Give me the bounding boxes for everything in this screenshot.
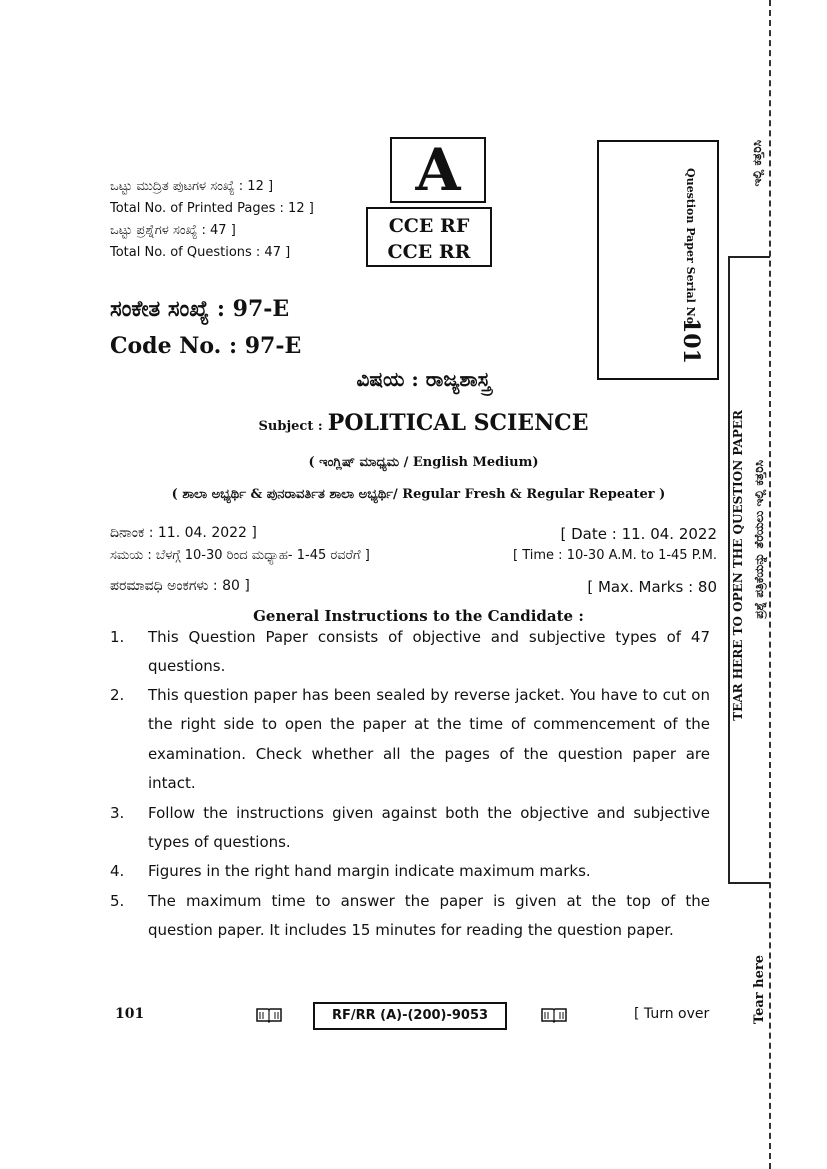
candidate-type: ( ಶಾಲಾ ಅಭ್ಯರ್ಥಿ & ಪುನರಾವರ್ತಿತ ಶಾಲಾ ಅಭ್ಯರ್ಥಿ/ Regular Fresh & Regular Repeater ) [171, 487, 666, 502]
instruction-text: The maximum time to answer the paper is given at the top of the question paper. It includes 15 minutes for reading the question paper. [148, 892, 710, 940]
printed-pages-kn: ಒಟ್ಟು ಮುದ್ರಿತ ಪುಟಗಳ ಸಂಖ್ಯೆ : 12 ] [110, 179, 274, 194]
booklet-code: RF/RR (A)-(200)-9053 [313, 1002, 507, 1030]
instruction-number: 4. [110, 862, 125, 880]
instruction-item [110, 681, 710, 798]
instruction-text: This question paper has been sealed by reverse jacket. You have to cut on the right side to open the paper at the time of commencement of the examination. Check whether all the pages of the question paper are intact. [148, 686, 710, 792]
instruction-item [110, 799, 710, 858]
instruction-number: 1. [110, 628, 125, 646]
code-no-kn: ಸಂಕೇತ ಸಂಖ್ಯೆ : 97-E [110, 296, 290, 322]
instruction-text: Follow the instructions given against both the objective and subjective types of questions. [148, 804, 710, 852]
instructions-title: General Instructions to the Candidate : [253, 607, 584, 625]
instruction-text: This Question Paper consists of objective and subjective types of 47 questions. [148, 628, 710, 676]
instruction-number: 3. [110, 804, 125, 822]
code-no-en: Code No. : 97-E [110, 333, 302, 359]
instruction-item [110, 857, 710, 886]
instruction-text: Figures in the right hand margin indicate maximum marks. [148, 862, 591, 880]
book-icon [255, 1006, 283, 1024]
date-en: [ Date : 11. 04. 2022 [560, 525, 717, 543]
serial-label: Question Paper Serial No. [684, 168, 697, 328]
date-row [110, 525, 717, 541]
time-row [110, 548, 717, 563]
cut-here-kn-top: ಇಲ್ಲಿ ಕತ್ತರಿಸಿ [750, 140, 764, 187]
tear-here-label: Tear here [752, 955, 767, 1025]
printed-pages-en: Total No. of Printed Pages : 12 ] [110, 201, 314, 216]
stream-rr: CCE RR [387, 241, 471, 263]
marks-row [110, 578, 717, 594]
stream-rf: CCE RF [388, 215, 470, 237]
instruction-item [110, 623, 710, 682]
subject-name: POLITICAL SCIENCE [327, 410, 589, 436]
tear-instruction-en: TEAR HERE TO OPEN THE QUESTION PAPER [731, 410, 745, 721]
date-kn: ದಿನಾಂಕ : 11. 04. 2022 ] [110, 525, 257, 541]
subject-kn: ವಿಷಯ : ರಾಜ್ಯಶಾಸ್ತ್ರ [356, 367, 491, 391]
subject-title [0, 410, 827, 436]
stream-box [366, 207, 492, 267]
subject-label: Subject : [258, 419, 323, 434]
version-box: A [390, 137, 486, 203]
instruction-number: 5. [110, 892, 125, 910]
time-en: [ Time : 10-30 A.M. to 1-45 P.M. [513, 548, 717, 563]
medium: ( ಇಂಗ್ಲಿಷ್ ಮಾಧ್ಯಮ / English Medium) [308, 455, 539, 470]
book-icon [540, 1006, 568, 1024]
serial-number: 101 [678, 318, 704, 364]
instruction-number: 2. [110, 686, 125, 704]
time-kn: ಸಮಯ : ಬೆಳಗ್ಗೆ 10-30 ರಿಂದ ಮಧ್ಯಾಹ- 1-45 ರವರೆಗೆ ] [110, 548, 370, 563]
total-questions-kn: ಒಟ್ಟು ಪ್ರಶ್ನೆಗಳ ಸಂಖ್ಯೆ : 47 ] [110, 223, 236, 238]
marks-kn: ಪರಮಾವಧಿ ಅಂಕಗಳು : 80 ] [110, 578, 250, 594]
marks-en: [ Max. Marks : 80 [587, 578, 717, 596]
tear-instruction-kn: ಪ್ರಶ್ನೆ ಪತ್ರಿಕೆಯನ್ನು ತೆರೆಯಲು ಇಲ್ಲಿ ಕತ್ತರಿಸಿ [752, 460, 766, 619]
footer-page-code: 101 [115, 1006, 145, 1022]
header-info [110, 176, 314, 264]
total-questions-en: Total No. of Questions : 47 ] [110, 245, 291, 260]
turn-over: [ Turn over [634, 1006, 710, 1022]
instruction-item [110, 887, 710, 946]
